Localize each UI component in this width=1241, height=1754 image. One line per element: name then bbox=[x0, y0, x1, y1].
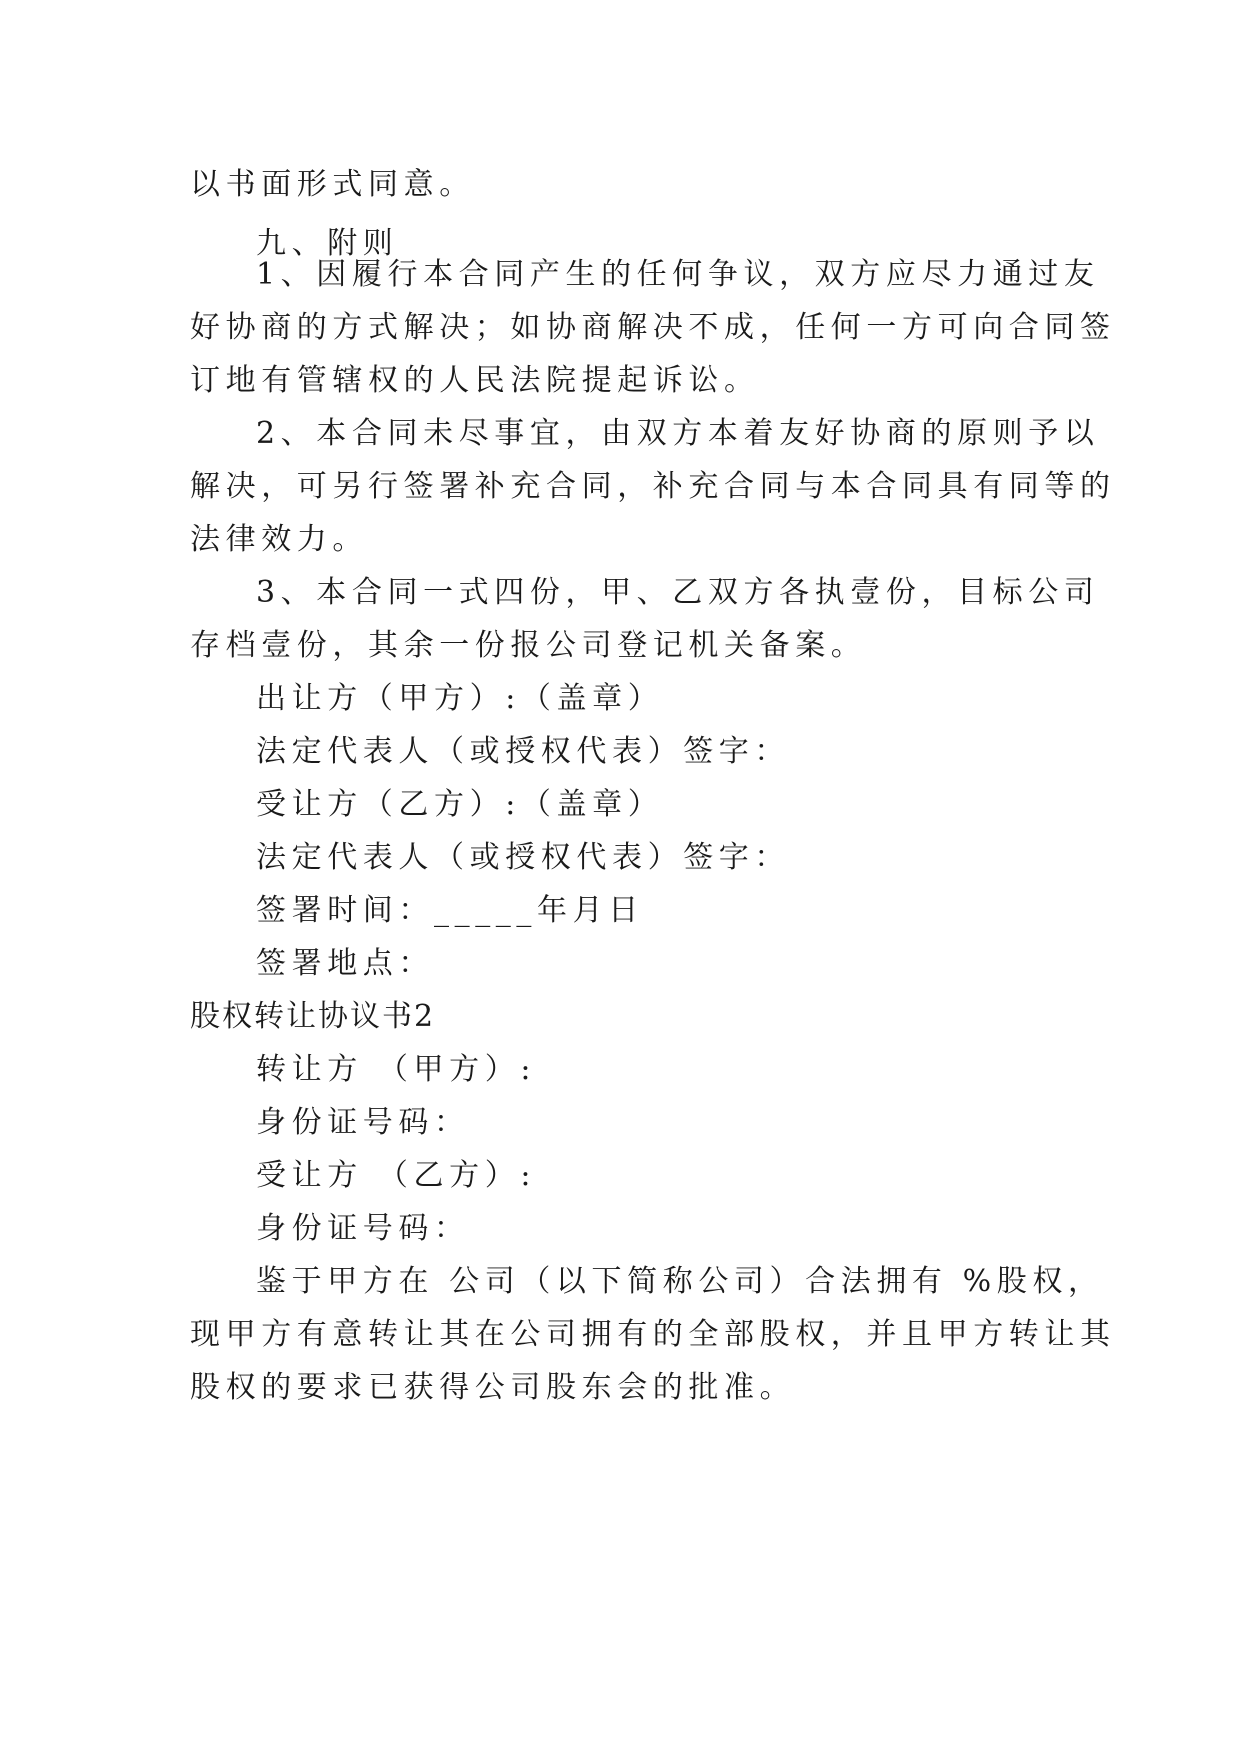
signature-line: 出让方（甲方）:（盖章） bbox=[256, 681, 664, 716]
document-title: 股权转让协议书2 bbox=[190, 999, 436, 1034]
id-number-line: 身份证号码： bbox=[256, 1211, 470, 1246]
text-line: 1、因履行本合同产生的任何争议，双方应尽力通过友 bbox=[256, 257, 1100, 292]
text-line: 以书面形式同意。 bbox=[190, 167, 475, 202]
text-line: 解决，可另行签署补充合同，补充合同与本合同具有同等的 bbox=[190, 469, 1116, 504]
date-line: 签署时间：_____年月日 bbox=[256, 893, 644, 928]
id-number-line: 身份证号码： bbox=[256, 1105, 470, 1140]
text-line: 鉴于甲方在 公司（以下简称公司）合法拥有 %股权， bbox=[256, 1264, 1104, 1299]
text-line: 存档壹份，其余一份报公司登记机关备案。 bbox=[190, 628, 867, 663]
text-line: 3、本合同一式四份，甲、乙双方各执壹份，目标公司 bbox=[256, 575, 1100, 610]
section-heading: 九、附则 bbox=[256, 226, 399, 261]
text-line: 好协商的方式解决；如协商解决不成，任何一方可向合同签 bbox=[190, 310, 1116, 345]
signature-line: 法定代表人（或授权代表）签字： bbox=[256, 734, 790, 769]
place-line: 签署地点： bbox=[256, 946, 434, 981]
signature-line: 法定代表人（或授权代表）签字： bbox=[256, 840, 790, 875]
signature-line: 受让方（乙方）:（盖章） bbox=[256, 787, 664, 822]
party-line: 受让方 （乙方）: bbox=[256, 1158, 537, 1193]
text-line: 现甲方有意转让其在公司拥有的全部股权，并且甲方转让其 bbox=[190, 1317, 1116, 1352]
text-line: 法律效力。 bbox=[190, 522, 368, 557]
party-line: 转让方 （甲方）: bbox=[256, 1052, 537, 1087]
text-line: 订地有管辖权的人民法院提起诉讼。 bbox=[190, 363, 760, 398]
text-line: 2、本合同未尽事宜，由双方本着友好协商的原则予以 bbox=[256, 416, 1100, 451]
text-line: 股权的要求已获得公司股东会的批准。 bbox=[190, 1370, 796, 1405]
